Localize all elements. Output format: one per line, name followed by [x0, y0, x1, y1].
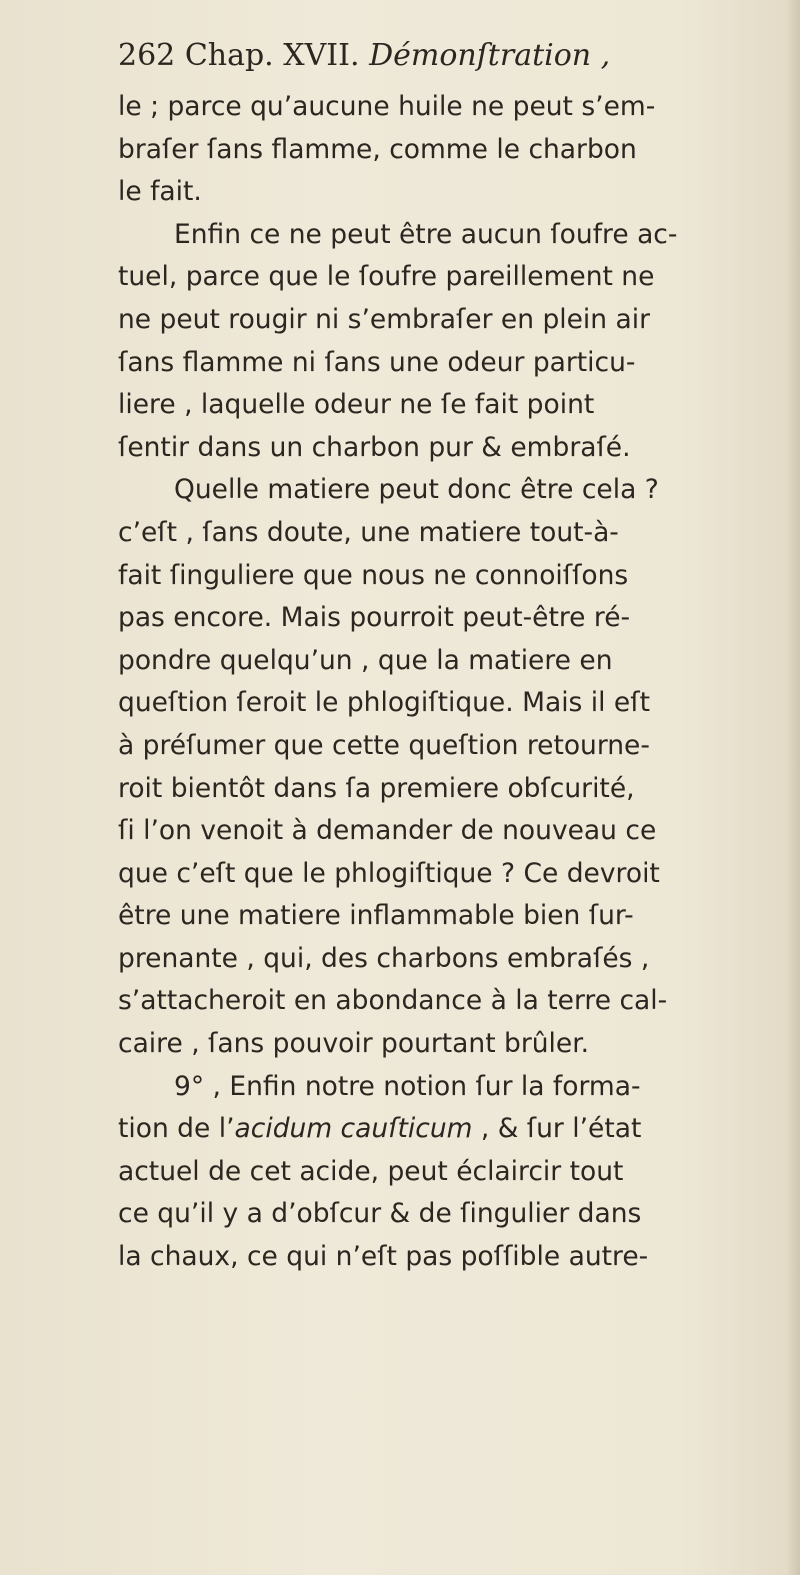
text-line: queſtion ſeroit le phlogiſtique. Mais il eſt	[118, 687, 650, 719]
text-line: le fait.	[118, 176, 202, 208]
text-line: caire , ſans pouvoir pourtant brûler.	[118, 1028, 590, 1060]
text-line: ſans flamme ni ſans une odeur particu-	[118, 346, 636, 378]
page-header	[118, 38, 758, 73]
text-line: tuel, parce que le ſoufre pareillement ne	[118, 261, 655, 293]
text-line: être une matiere inflammable bien ſur-	[118, 900, 634, 932]
text-segment: , & ſur l’état	[472, 1113, 642, 1145]
text-line: Quelle matiere peut donc être cela ?	[174, 474, 659, 506]
latin-term: acidum cauſticum	[234, 1113, 473, 1145]
text-line: la chaux, ce qui n’eſt pas poſſible autre-	[118, 1241, 649, 1273]
text-line: 9° , Enfin notre notion ſur la forma-	[174, 1070, 641, 1102]
page-number: 262	[118, 38, 176, 73]
text-line: c’eſt , ſans doute, une matiere tout-à-	[118, 516, 619, 548]
text-line: pondre quelqu’un , que la matiere en	[118, 644, 613, 676]
text-line: ne peut rougir ni s’embraſer en plein air	[118, 303, 651, 335]
text-line: ſentir dans un charbon pur & embraſé.	[118, 431, 631, 463]
text-line: ſi l’on venoit à demander de nouveau ce	[118, 815, 657, 847]
text-line	[118, 1108, 798, 1151]
text-line: fait ſinguliere que nous ne connoiſſons	[118, 559, 629, 591]
text-line: prenante , qui, des charbons embraſés ,	[118, 942, 650, 974]
text-line: à préſumer que cette queſtion retourne-	[118, 729, 650, 761]
chapter-heading: Chap. XVII.	[184, 38, 360, 73]
text-line: braſer ſans flamme, comme le charbon	[118, 133, 637, 165]
text-line: roit bientôt dans ſa premiere obſcurité,	[118, 772, 635, 804]
text-segment: tion de l’	[118, 1113, 235, 1145]
running-title: Démonſtration ,	[369, 38, 611, 73]
text-line: ce qu’il y a d’obſcur & de ſingulier dans	[118, 1198, 642, 1230]
text-line: liere , laquelle odeur ne ſe fait point	[118, 389, 595, 421]
text-line: actuel de cet acide, peut éclaircir tout	[118, 1155, 624, 1187]
text-line: le ; parce qu’aucune huile ne peut s’em-	[118, 91, 656, 122]
body-text	[118, 86, 798, 1279]
text-line: Enfin ce ne peut être aucun ſoufre ac-	[174, 218, 678, 250]
text-line: s’attacheroit en abondance à la terre cal-	[118, 985, 668, 1017]
text-line: que c’eſt que le phlogiſtique ? Ce devroit	[118, 857, 660, 889]
text-line: pas encore. Mais pourroit peut-être ré-	[118, 602, 631, 634]
